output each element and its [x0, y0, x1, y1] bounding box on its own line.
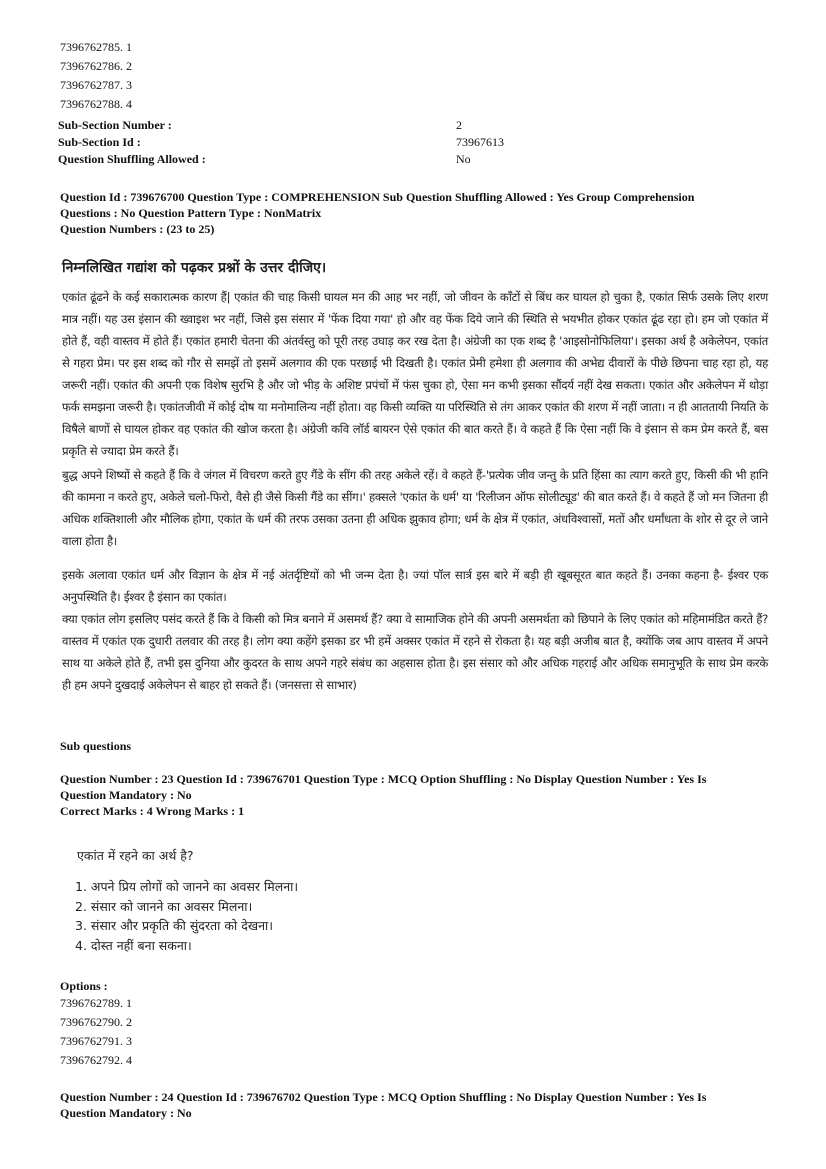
subsection-number-value: 2	[456, 118, 462, 132]
comprehension-header	[60, 189, 760, 237]
option-id: 7396762792. 4	[60, 1053, 132, 1067]
passage-instruction: निम्नलिखित गद्यांश को पढ़कर प्रश्नों के उत्तर दीजिए।	[62, 260, 327, 276]
options-label: Options :	[60, 979, 108, 993]
option-id: 7396762791. 3	[60, 1034, 132, 1048]
option-id: 7396762786. 2	[60, 59, 132, 73]
choice: 3. संसार और प्रकृति की सुंदरता को देखना।	[75, 918, 273, 933]
option-id: 7396762788. 4	[60, 97, 132, 111]
option-id: 7396762785. 1	[60, 40, 132, 54]
sub-questions-label: Sub questions	[60, 739, 132, 753]
question-23-text: एकांत में रहने का अर्थ है?	[77, 848, 194, 863]
subsection-number-label: Sub-Section Number :	[58, 118, 172, 132]
passage-paragraph: इसके अलावा एकांत धर्म और विज्ञान के क्षेत्र में नई अंतर्दृष्टियों को भी जन्म देता है। ज्यां पॉल सार्त्र इस बारे में बड़ी ही खूबसूरत बात कहते हैं। उनका कहना है- ईश्वर एक अनुपस्थिति है। ईश्वर है इंसान का एकांत।	[62, 568, 768, 604]
subsection-id-value: 73967613	[456, 135, 504, 149]
question-23-header	[60, 771, 760, 819]
question-24-header	[60, 1089, 760, 1121]
question-header-line: Question Mandatory : No	[60, 788, 192, 802]
choice: 4. दोस्त नहीं बना सकना।	[75, 937, 192, 953]
passage-paragraph: बुद्ध अपने शिष्यों से कहते हैं कि वे जंगल में विचरण करते हुए गैंडे के सींग की तरह अकेले रहें। वे कहते हैं-'प्रत्येक जीव जन्तु के प्रति हिंसा का त्याग करते हुए, किसी की भी हानि की कामना न करते हुए, अकेले चलो-फिरो, वैसे ही जैसे किसी गैंडे का सींग।' हक्सले 'एकांत के धर्म' या 'रिलीजन ऑफ सोलीट्यूड' की बात करते हैं। वे कहते हैं जो मन जितना ही अधिक शक्तिशाली और मौलिक होगा, एकांत के धर्म की तरफ उसका उतना ही अधिक झुकाव होगा; धर्म के क्षेत्र में एकांत, अंधविश्वासों, मतों और धर्मांधता के शोर से दूर ले जाने वाला होता है।	[62, 468, 768, 548]
choice: 1. अपने प्रिय लोगों को जानने का अवसर मिलना।	[75, 879, 299, 894]
question-numbers: Question Numbers : (23 to 25)	[60, 222, 215, 236]
question-marks: Correct Marks : 4 Wrong Marks : 1	[60, 804, 245, 818]
question-header-line: Question Mandatory : No	[60, 1106, 192, 1120]
option-id: 7396762789. 1	[60, 996, 132, 1010]
choice: 2. संसार को जानने का अवसर मिलना।	[75, 898, 253, 914]
question-23-choices	[75, 877, 298, 955]
options-list	[60, 994, 132, 1070]
passage-paragraph: एकांत ढूंढने के कई सकारात्मक कारण हैं| एकांत की चाह किसी घायल मन की आह भर नहीं, जो जीवन के काँटों से बिंध कर घायल हो चुका है, एकांत सिर्फ उसके लिए शरण मात्र नहीं। यह उस इंसान की ख्वाइश भर नहीं, जिसे इस संसार में 'फेंक दिया गया' हो और वह फेंक दिये जाने की स्थिति से भयभीत होकर एकांत ढूंढ रहा हो। हम जो एकांत में होते हैं, वही वास्तव में होते हैं। एकांत हमारी चेतना की अंतर्वस्तु को पूरी तरह उघाड़ कर रख देता है। अंग्रेजी का एक शब्द है 'आइसोनोफिलिया'। इसका अर्थ है अकेलेपन, एकांत से गहरा प्रेम। पर इस शब्द को गौर से समझें तो इसमें अलगाव की एक परछाई भी दिखती है। एकांत प्रेमी हमेशा ही अलगाव की अभेद्य दीवारों के पीछे छिपना चाह रहा हो, यह जरूरी नहीं। एकांत की अपनी एक विशेष सुरभि है और जो भीड़ के अशिष्ट प्रपंचों में फंस चुका हो, ऐसा मन कभी इसका सौंदर्य नहीं देख सकता। एकांत और अकेलेपन में थोड़ा फर्क समझना जरूरी है। एकांतजीवी में कोई दोष या मनोमालिन्य नहीं होता। वह किसी व्यक्ति या परिस्थिति से तंग आकर एकांत की शरण में नहीं जाता। न ही आततायी नियति के विषैले बाणों से घायल होकर वह एकांत की खोज करता है। अंग्रेजी कवि लॉर्ड बायरन ऐसे एकांत की बात करते हैं। वे कहते हैं कि ऐसा नहीं कि वे इंसान से कम प्रेम करते हैं, बस प्रकृति से ज्यादा प्रेम करते हैं।	[62, 290, 768, 458]
comprehension-header-line: Questions : No Question Pattern Type : NonMatrix	[60, 206, 322, 220]
question-shuffling-value: No	[456, 152, 471, 166]
option-id: 7396762790. 2	[60, 1015, 132, 1029]
question-shuffling-label: Question Shuffling Allowed :	[58, 152, 206, 166]
comprehension-header-line: Question Id : 739676700 Question Type : COMPREHENSION Sub Question Shuffling Allowed : Yes Group Comprehension	[60, 190, 695, 204]
question-header-line: Question Number : 23 Question Id : 739676701 Question Type : MCQ Option Shuffling : No Display Question Number : Yes Is	[60, 772, 707, 786]
passage-paragraph: क्या एकांत लोग इसलिए पसंद करते हैं कि वे किसी को मित्र बनाने में असमर्थ हैं? क्या वे सामाजिक होने की अपनी असमर्थता को छिपाने के लिए एकांत को महिमामंडित करते हैं? वास्तव में एकांत एक दुधारी तलवार की तरह है। लोग क्या कहेंगे इसका डर भी हमें अक्सर एकांत में रहने से रोकता है। यह बड़ी अजीब बात है, क्योंकि जब आप वास्तव में अपने साथ या अकेले होते हैं, तभी इस दुनिया और कुदरत के साथ अपने गहरे संबंध का अहसास होता है। इस संसार को और अधिक गहराई और अधिक समानुभूति के साथ प्रेम करके ही हम अपने दुखदाई अकेलेपन से बाहर हो सकते हैं। (जनसत्ता से साभार)	[62, 612, 769, 692]
subsection-id-label: Sub-Section Id :	[58, 135, 141, 149]
previous-options-list	[60, 38, 132, 114]
option-id: 7396762787. 3	[60, 78, 132, 92]
question-header-line: Question Number : 24 Question Id : 739676702 Question Type : MCQ Option Shuffling : No Display Question Number : Yes Is	[60, 1090, 707, 1104]
